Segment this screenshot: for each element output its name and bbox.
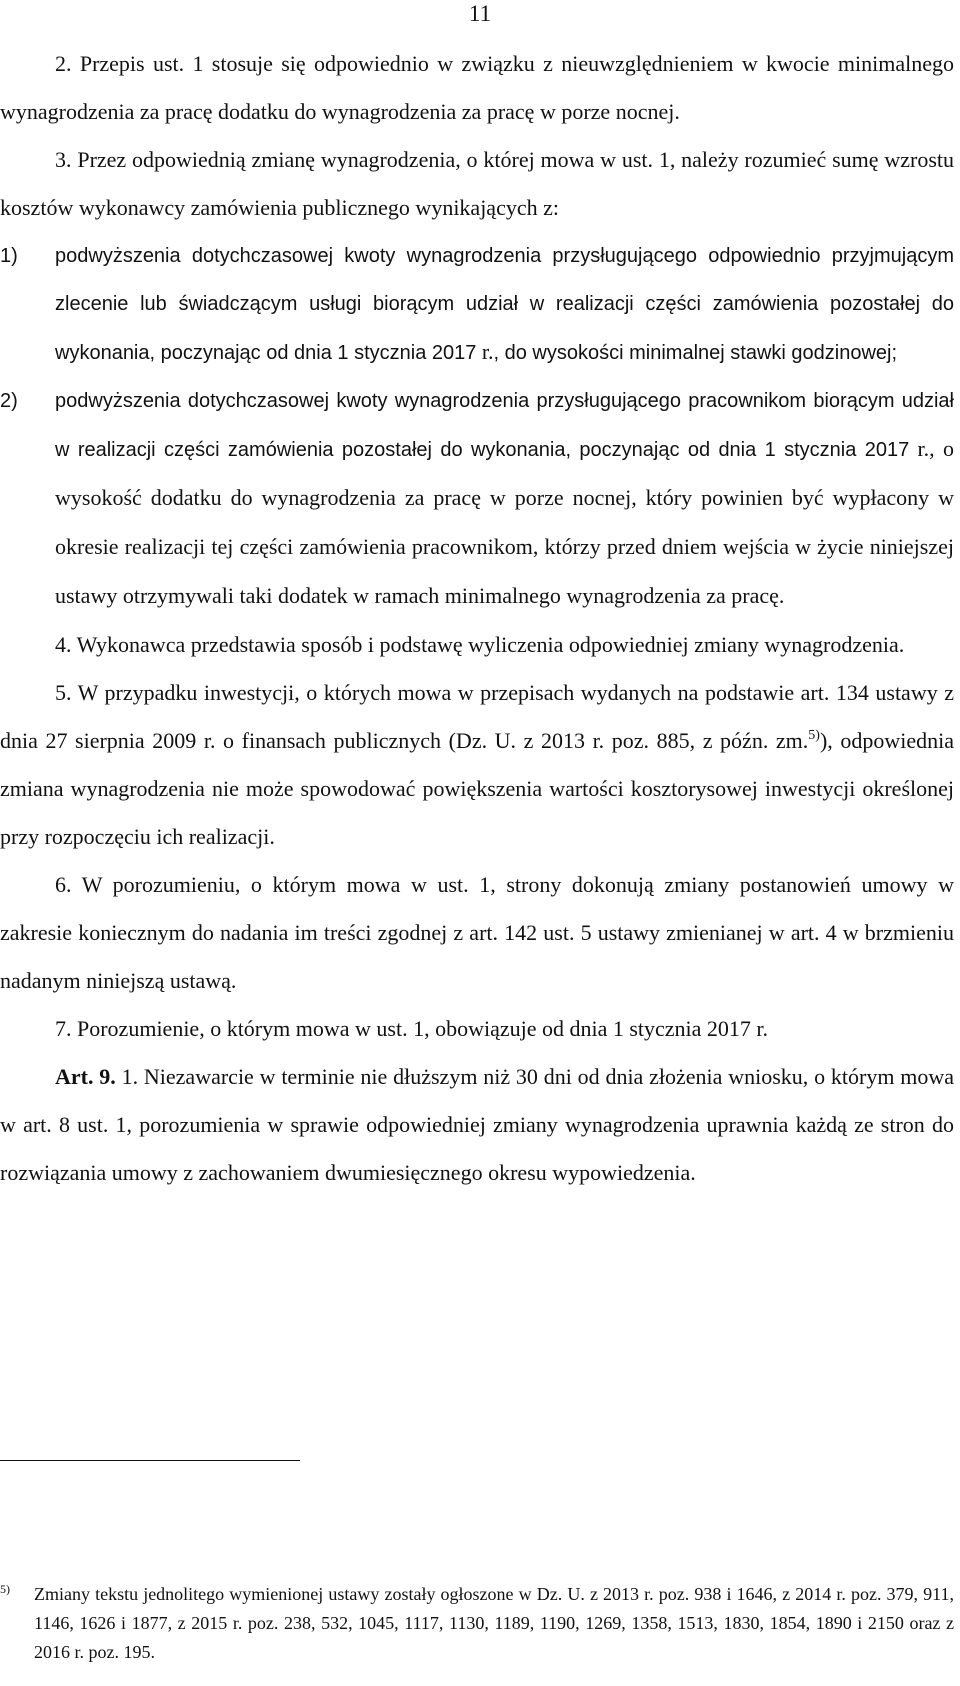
paragraph-5-text-b: ), odpowiednia zmiana wynagrodzenia nie może spowodować powiększenia wartości kosztorysowej inwestycji określonej przy rozpoczęciu ich realizacji. [0,728,955,849]
footnote-separator [0,1460,300,1461]
list-item-1 [0,232,954,377]
list-item-2 [0,377,954,621]
list-item-text-c: , o wysokość dodatku do wynagrodzenia za pracę w porze nocnej, który powinien być wypłacony w okresie realizacji tej części zamówienia pracownikom, którzy przed dniem wejścia w życie niniejszej ustawy otrzymywali taki dodatek w ramach minimalnego wynagrodzenia za pracę. [55,436,954,608]
list-item-text-a: podwyższenia dotychczasowej kwoty wynagrodzenia przysługującego odpowiednio przyjmującym zlecenie lub świadczącym usługi biorącym udział w realizacji części zamówienia pozostałej do wykonania, poczynając od dnia 1 stycznia 2017 [55,245,954,364]
paragraph-6: 6. W porozumieniu, o którym mowa w ust. 1, strony dokonują zmiany postanowień umowy w zakresie koniecznym do nadania im treści zgodnej z art. 142 ust. 5 ustawy zmienianej w art. 4 w brzmieniu nadanym niniejszą ustawą. [0,872,954,993]
list-item-text-b: r. [476,339,494,364]
paragraph-4: 4. Wykonawca przedstawia sposób i podstawę wyliczenia odpowiedniej zmiany wynagrodzenia. [55,632,905,657]
list-item-text-c: , do wysokości minimalnej stawki godzinowej; [493,342,898,364]
footnote-text: Zmiany tekstu jednolitego wymienionej ustawy zostały ogłoszone w Dz. U. z 2013 r. poz. 938 i 1646, z 2014 r. poz. 379, 911, 1146, 1626 i 1877, z 2015 r. poz. 238, 532, 1045, 1117, 1130, 1189, 1190, 1269, 1358, 1513, 1830, 1854, 1890 i 2150 oraz z 2016 r. poz. 195. [34,1584,954,1662]
footnote [0,1580,954,1667]
list-item-text-b: r. [909,436,930,461]
paragraph-5 [0,669,954,861]
article-text: 1. Niezawarcie w terminie nie dłuższym niż 30 dni od dnia złożenia wniosku, o którym mowa w art. 8 ust. 1, porozumienia w sprawie odpowiedniej zmiany wynagrodzenia uprawnia każdą ze stron do rozwiązania umowy z zachowaniem dwumiesięcznego okresu wypowiedzenia. [0,1064,955,1185]
footnote-mark: 5) [0,1582,10,1596]
page-number: 11 [468,1,492,26]
footnote-reference: 5) [808,728,820,743]
paragraph-3: 3. Przez odpowiednią zmianę wynagrodzenia, o której mowa w ust. 1, należy rozumieć sumę wzrostu kosztów wykonawcy zamówienia publicznego wynikających z: [0,147,954,220]
document-body [0,40,954,1197]
list-item-number: 1) [0,245,18,267]
article-9 [0,1053,954,1197]
paragraph-5-text-a: 5. W przypadku inwestycji, o których mowa w przepisach wydanych na podstawie art. 134 ustawy z dnia 27 sierpnia 2009 r. o finansach publicznych (Dz. U. z 2013 r. poz. 885, z późn. zm. [0,680,954,753]
list-item-text [55,232,954,377]
list-item-text-a: podwyższenia dotychczasowej kwoty wynagrodzenia przysługującego pracownikom biorącym udział w realizacji części zamówienia pozostałej do wykonania, poczynając od dnia 1 stycznia 2017 [55,390,954,461]
list-item-text [55,377,954,621]
paragraph-7: 7. Porozumienie, o którym mowa w ust. 1, obowiązuje od dnia 1 stycznia 2017 r. [55,1016,769,1041]
list-item-number: 2) [0,390,18,412]
paragraph-2: 2. Przepis ust. 1 stosuje się odpowiednio w związku z nieuwzględnieniem w kwocie minimalnego wynagrodzenia za pracę dodatku do wynagrodzenia za pracę w porze nocnej. [0,51,954,124]
article-label: Art. 9. [55,1064,116,1089]
